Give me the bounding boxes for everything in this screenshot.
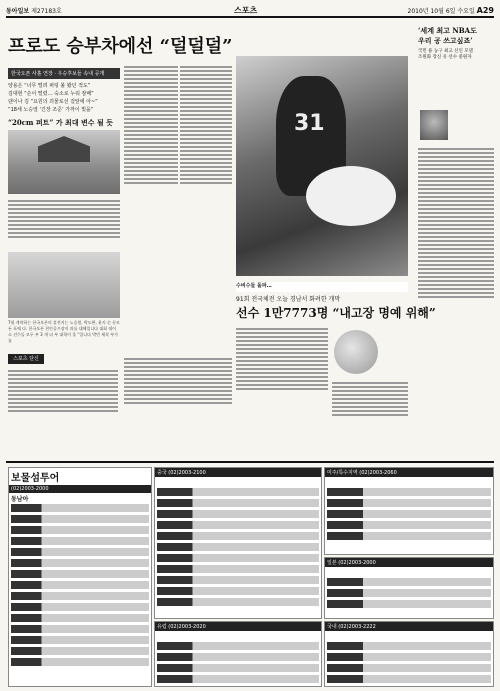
article-column [236,326,328,456]
europe-ad[interactable]: 유럽 (02)2003-2020 [154,621,322,687]
main-headline: 프로도 승부차에선 “덜덜덜” [8,36,233,57]
body-text-block [8,198,120,250]
subheadline: “20cm 퍼트” 가 최대 변수 될 듯 [8,118,113,127]
portrait-photo [420,110,448,140]
building-photo [8,130,120,194]
americas-ad[interactable]: 미주/특수지역 (02)2003-2060 [324,467,494,555]
golfers-photo [8,252,120,318]
mid-big-headline: 선수 1만7773명 “내고장 명예 위해” [236,306,436,320]
bullet-item: 김대현 “손이 떨렸… 숙소로 누워 잠배” [8,91,94,97]
china-ad[interactable]: 중국 (02)2003-2100 [154,467,322,619]
mid-small-headline: 91회 전국체전 오늘 경남서 화려한 개막 [236,296,341,303]
photo-caption: 7월 개막하는 한국오픈의 휴전지는 노승열, 박도완, 윤지 순 등모든 포에 다. 한국오픈 천안골프장이 과를 대해입니다 대회 데이 소 선수들 모두 부 3 개 더 부 대학이 올 “입니다 박빈 제작 부가를 [8,320,120,343]
domestic-ad[interactable]: 국내 (02)2003-2222 [324,621,494,687]
article-column [332,380,408,456]
masthead: 동아일보 제27183호 [6,8,62,15]
article-column [124,64,178,344]
article-column [180,64,232,344]
article-column [418,146,494,456]
bullet-item: “18세 노승열 ‘긴장 조준’ 가까이 빛을” [8,107,94,113]
brief-heading: 스포츠 단신 [8,354,44,364]
japan-ad[interactable]: 일본 (02)2003-2000 [324,557,494,619]
bullet-item: 댄이나 김 “요원의 괴물로선 걸앞에 아~” [8,99,98,105]
sports-caption: 수비수들 돌파… [236,282,408,292]
section-title: 스포츠 [234,6,258,15]
bullet-item: 양용은 “너무 떨려 퍼팅 볼 봤던 적도” [8,83,91,89]
briefs-column [8,368,118,456]
briefs-column [124,356,232,456]
advertisement-area [6,461,494,689]
football-photo: 31 [236,56,408,276]
bullet-list [8,82,116,114]
right-byline: 국민 용 농구 최고 신인 모델 조원화 장신 유 선수 중원자 [418,49,473,60]
right-headline: ‘세계 최고 NBA도 우리 공 쓰고싶죠’ [418,26,477,45]
date-and-page: 2010년 10월 6일 수요일 A29 [407,6,494,15]
mascot-illustration [334,330,378,374]
travel-ad-main[interactable]: 보물섬투어 (02)2003-2000 동남아 [8,467,152,687]
headline-deck: 한국오픈 사흘 연장 · 우승후보들 속내 공개 [8,68,120,79]
page-header [6,4,494,18]
